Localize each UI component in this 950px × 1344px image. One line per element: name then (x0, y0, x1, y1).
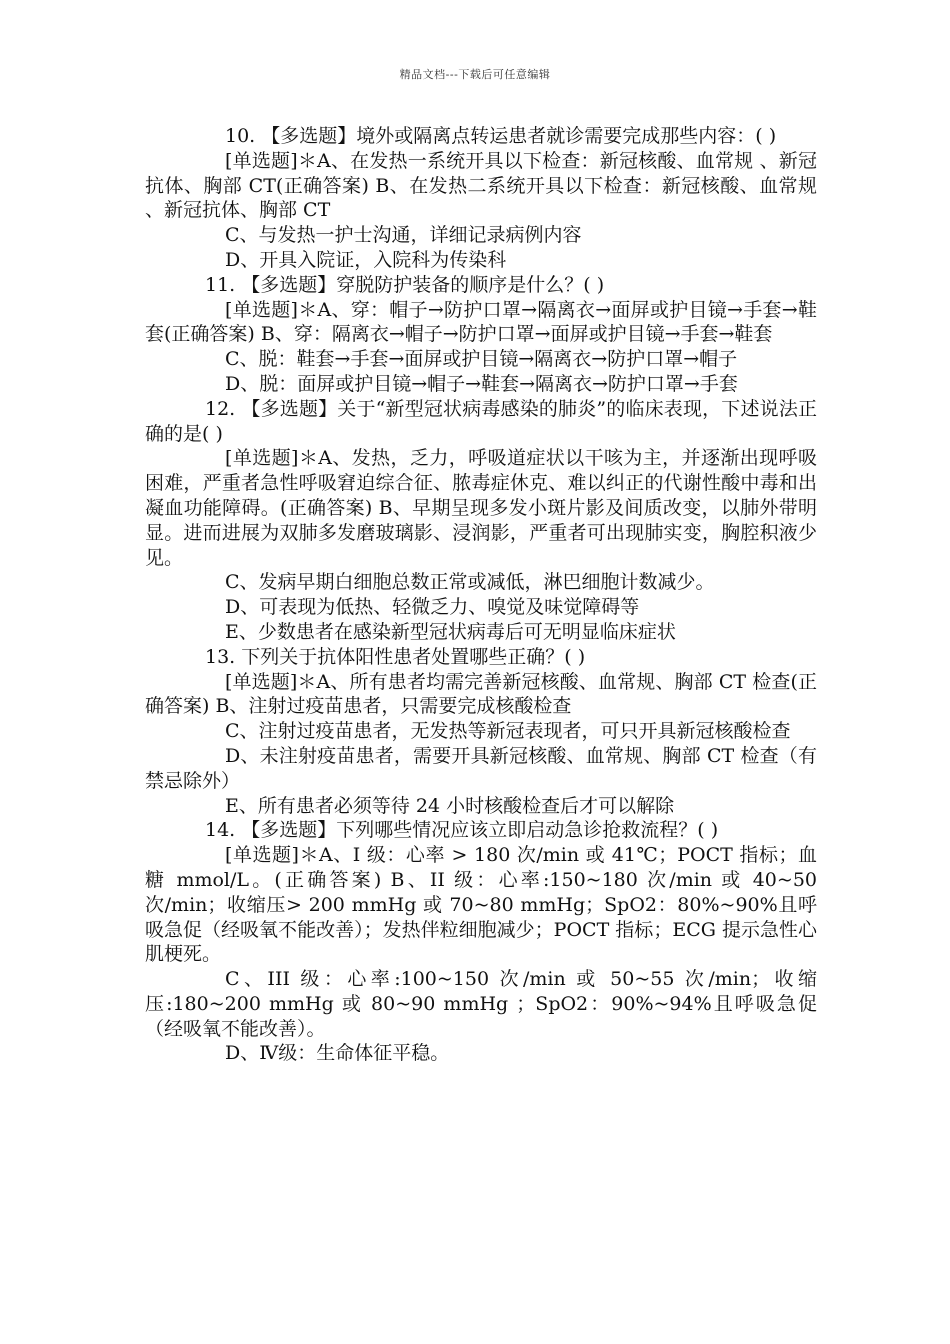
question-11-option-d: D、脱：面屏或护目镜→帽子→鞋套→隔离衣→防护口罩→手套 (225, 372, 738, 395)
question-10-options-ab: [单选题]＊A、在发热一系统开具以下检查：新冠核酸、血常规 、新冠抗体、胸部 CT(正确答案) B、在发热二系统开具以下检查：新冠核酸、血常规 、新冠抗体、胸部 CT (145, 149, 817, 222)
page-header: 精品文档---下载后可任意编辑 (399, 68, 551, 81)
question-12-option-d: D、可表现为低热、轻微乏力、嗅觉及味觉障碍等 (225, 596, 640, 619)
question-11-options-ab: [单选题]＊A、穿：帽子→防护口罩→隔离衣→面屏或护目镜→手套→鞋套(正确答案) B、穿：隔离衣→帽子→防护口罩→面屏或护目镜→手套→鞋套 (145, 298, 817, 346)
question-11: 11. 【多选题】穿脱防护装备的顺序是什么？( ) (205, 273, 605, 296)
question-13: 13. 下列关于抗体阳性患者处置哪些正确？( ) (205, 645, 586, 668)
question-10-option-d: D、开具入院证，入院科为传染科 (225, 248, 507, 271)
question-12-option-c: C、发病早期白细胞总数正常或减低，淋巴细胞计数减少。 (225, 571, 715, 594)
question-11-option-c: C、脱：鞋套→手套→面屏或护目镜→隔离衣→防护口罩→帽子 (225, 348, 738, 371)
question-13-option-d: D、未注射疫苗患者，需要开具新冠核酸、血常规、胸部 CT 检查（有禁忌除外） (145, 744, 817, 792)
question-13-option-c: C、注射过疫苗患者，无发热等新冠表现者，可只开具新冠核酸检查 (225, 720, 791, 743)
question-13-options-ab: [单选题]＊A、所有患者均需完善新冠核酸、血常规、胸部 CT 检查(正确答案) B、注射过疫苗患者，只需要完成核酸检查 (145, 670, 817, 718)
question-14-option-c: C、III 级：心率:100~150 次/min 或 50~55 次/min；收缩压:180~200 mmHg 或 80~90 mmHg ；SpO2：90%~94%且呼吸急促（经吸氧不能改善）。 (145, 968, 817, 1040)
document-body (145, 124, 817, 1066)
question-13-option-e: E、所有患者必须等待 24 小时核酸检查后才可以解除 (225, 794, 675, 817)
question-10: 10. 【多选题】境外或隔离点转运患者就诊需要完成那些内容：( ) (225, 125, 777, 147)
question-12-options-ab: [单选题]＊A、发热，乏力，呼吸道症状以干咳为主，并逐渐出现呼吸困难，严重者急性呼吸窘迫综合征、脓毒症休克、难以纠正的代谢性酸中毒和出凝血功能障碍。(正确答案) B、早期呈现多发小斑片影及间质改变，以肺外带明显。进而进展为双肺多发磨玻璃影、浸润影，严重者可出现肺实变，胸腔积液少见。 (145, 447, 817, 569)
question-12: 12. 【多选题】关于“新型冠状病毒感染的肺炎”的临床表现，下述说法正确的是( ) (145, 397, 817, 445)
question-14-option-d: D、Ⅳ级：生命体征平稳。 (225, 1042, 450, 1065)
question-10-option-c: C、与发热一护士沟通，详细记录病例内容 (225, 224, 582, 247)
question-14: 14. 【多选题】下列哪些情况应该立即启动急诊抢救流程？( ) (205, 819, 719, 842)
question-12-option-e: E、少数患者在感染新型冠状病毒后可无明显临床症状 (225, 620, 676, 643)
question-14-options-ab: [单选题]＊A、I 级：心率 > 180 次/min 或 41℃；POCT 指标；血糖 mmol/L。(正确答案) B、II 级：心率:150~180 次/min 或 40~50 次/min；收缩压> 200 mmHg 或 70~80 mmHg；SpO2：80%~90%且呼吸急促（经吸氧不能改善）；发热伴粒细胞减少；POCT 指标；ECG 提示急性心肌梗死。 (145, 844, 817, 966)
